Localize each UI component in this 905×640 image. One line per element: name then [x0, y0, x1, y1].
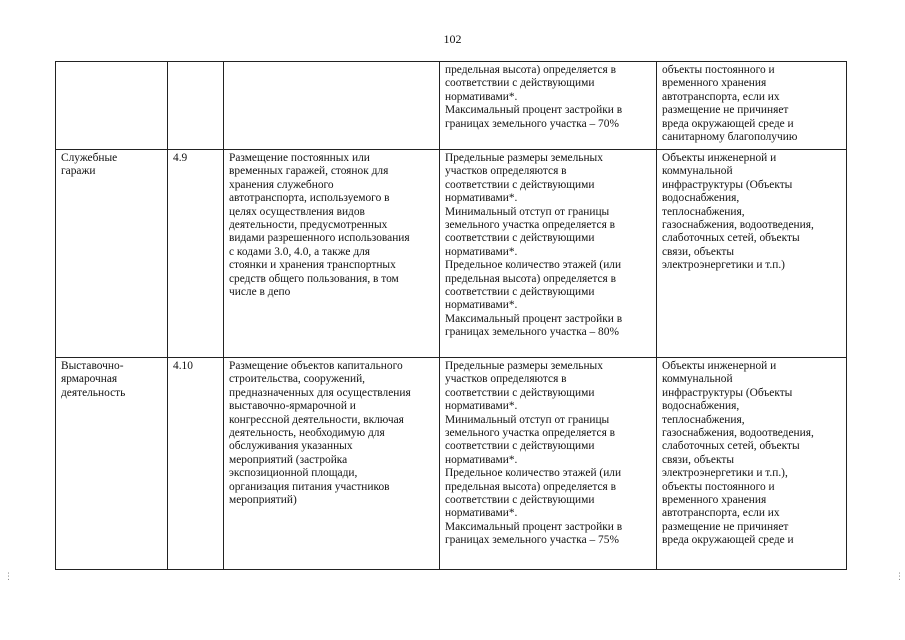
zoning-table [55, 61, 847, 570]
cell-text-line: Объекты инженерной и [662, 152, 777, 164]
use-name-cell [56, 150, 168, 358]
cell-text-line: 4.10 [173, 360, 193, 372]
cell-text-line: нормативами*. [445, 400, 518, 413]
cell-text-line: деятельность [61, 386, 126, 399]
cell-text-line: Размещение постоянных или [229, 152, 370, 164]
cell-text-line: нормативами*. [445, 507, 518, 520]
cell-text-line: соответствии с действующими [445, 386, 595, 399]
cell-text-line: участков определяются в [445, 165, 567, 178]
use-code-cell [168, 62, 224, 150]
cell-text-line: мероприятий) [229, 494, 297, 507]
cell-text-line: автотранспорта, если их [662, 90, 780, 103]
cell-text-line: видами разрешенного использования [229, 232, 410, 245]
cell-text-line: теплоснабжения, [662, 205, 745, 218]
cell-text-line: санитарному благополучию [662, 131, 798, 144]
cell-text-line: конгрессной деятельности, включая [229, 413, 404, 426]
parameters-cell [440, 62, 657, 150]
cell-text-line: обслуживания указанных [229, 440, 353, 453]
cell-text-line: слаботочных сетей, объекты [662, 440, 800, 453]
cell-text-line: Минимальный отступ от границы [445, 413, 610, 426]
cell-text-line: автотранспорта, используемого в [229, 192, 390, 205]
cell-text-line: размещение не причиняет [662, 520, 789, 533]
scan-edge-mark-left: ⋮ [4, 572, 13, 582]
cell-text-line: участков определяются в [445, 373, 567, 386]
scan-edge-mark-right: ⋮ [895, 572, 904, 582]
parameters-cell [440, 150, 657, 358]
cell-text-line: соответствии с действующими [445, 232, 595, 245]
cell-text-line: связи, объекты [662, 453, 734, 466]
cell-text-line: Служебные [61, 152, 118, 164]
cell-text-line: земельного участка определяется в [445, 219, 616, 232]
table-row [56, 62, 847, 150]
cell-text-line: стоянки и хранения транспортных [229, 259, 396, 272]
use-name-cell [56, 62, 168, 150]
cell-text-line: земельного участка определяется в [445, 427, 616, 440]
cell-text-line: нормативами*. [445, 453, 518, 466]
cell-text-line: предназначенных для осуществления [229, 386, 411, 399]
cell-text-line: связи, объекты [662, 245, 734, 258]
cell-text-line: границах земельного участка – 70% [445, 117, 619, 130]
cell-text-line: электроэнергетики и т.п.), [662, 467, 788, 480]
cell-text-line: водоснабжения, [662, 400, 740, 413]
cell-text-line: водоснабжения, [662, 192, 740, 205]
cell-text-line: коммунальной [662, 165, 733, 178]
cell-text-line: хранения служебного [229, 178, 334, 191]
cell-text-line: теплоснабжения, [662, 413, 745, 426]
cell-text-line: ярмарочная [61, 373, 118, 386]
cell-text-line: Предельные размеры земельных [445, 152, 603, 164]
cell-text-line: соответствии с действующими [445, 440, 595, 453]
cell-text-line: 4.9 [173, 152, 188, 164]
cell-text-line: границах земельного участка – 75% [445, 534, 619, 547]
cell-text-line: целях осуществления видов [229, 205, 365, 218]
cell-text-line: мероприятий (застройка [229, 453, 348, 466]
auxiliary-uses-cell [657, 358, 847, 570]
cell-text-line: размещение не причиняет [662, 104, 789, 117]
cell-text-line: организация питания участников [229, 480, 390, 493]
table-row [56, 358, 847, 570]
cell-text-line: инфраструктуры (Объекты [662, 386, 793, 399]
cell-text-line: Максимальный процент застройки в [445, 312, 623, 325]
cell-text-line: временного хранения [662, 494, 767, 507]
cell-text-line: границах земельного участка – 80% [445, 326, 619, 339]
cell-text-line: Предельное количество этажей (или [445, 259, 622, 272]
auxiliary-uses-cell [657, 62, 847, 150]
cell-text-line: нормативами*. [445, 245, 518, 258]
cell-text-line: временного хранения [662, 77, 767, 90]
cell-text-line: нормативами*. [445, 192, 518, 205]
cell-text-line: деятельность, необходимую для [229, 427, 385, 440]
use-description-cell [224, 150, 440, 358]
cell-text-line: объекты постоянного и [662, 480, 775, 493]
table-row [56, 150, 847, 358]
cell-text-line: электроэнергетики и т.п.) [662, 259, 785, 272]
cell-text-line: Выставочно- [61, 360, 124, 372]
cell-text-line: предельная высота) определяется в [445, 64, 616, 76]
cell-text-line: с кодами 3.0, 4.0, а также для [229, 245, 371, 258]
cell-text-line: инфраструктуры (Объекты [662, 178, 793, 191]
use-name-cell [56, 358, 168, 570]
use-code-cell [168, 358, 224, 570]
cell-text-line: временных гаражей, стоянок для [229, 165, 389, 178]
cell-text-line: Минимальный отступ от границы [445, 205, 610, 218]
cell-text-line: вреда окружающей среде и [662, 534, 794, 547]
cell-text-line: соответствии с действующими [445, 178, 595, 191]
cell-text-line: нормативами*. [445, 90, 518, 103]
cell-text-line: Предельное количество этажей (или [445, 467, 622, 480]
cell-text-line: соответствии с действующими [445, 77, 595, 90]
cell-text-line: экспозиционной площади, [229, 467, 358, 480]
cell-text-line: соответствии с действующими [445, 286, 595, 299]
parameters-cell [440, 358, 657, 570]
cell-text-line: Размещение объектов капитального [229, 360, 403, 372]
cell-text-line: соответствии с действующими [445, 494, 595, 507]
cell-text-line: автотранспорта, если их [662, 507, 780, 520]
auxiliary-uses-cell [657, 150, 847, 358]
cell-text-line: выставочно-ярмарочной и [229, 400, 356, 413]
cell-text-line: коммунальной [662, 373, 733, 386]
cell-text-line: Предельные размеры земельных [445, 360, 603, 372]
cell-text-line: вреда окружающей среде и [662, 117, 794, 130]
use-code-cell [168, 150, 224, 358]
cell-text-line: предельная высота) определяется в [445, 272, 616, 285]
cell-text-line: средств общего пользования, в том [229, 272, 399, 285]
cell-text-line: гаражи [61, 165, 96, 178]
cell-text-line: слаботочных сетей, объекты [662, 232, 800, 245]
cell-text-line: объекты постоянного и [662, 64, 775, 76]
cell-text-line: Максимальный процент застройки в [445, 104, 623, 117]
use-description-cell [224, 62, 440, 150]
cell-text-line: предельная высота) определяется в [445, 480, 616, 493]
page-number: 102 [443, 32, 462, 46]
cell-text-line: Объекты инженерной и [662, 360, 777, 372]
cell-text-line: строительства, сооружений, [229, 373, 366, 386]
use-description-cell [224, 358, 440, 570]
cell-text-line: газоснабжения, водоотведения, [662, 219, 814, 232]
cell-text-line: деятельности, предусмотренных [229, 219, 388, 232]
cell-text-line: числе в депо [229, 286, 291, 299]
cell-text-line: газоснабжения, водоотведения, [662, 427, 814, 440]
cell-text-line: нормативами*. [445, 299, 518, 312]
cell-text-line: Максимальный процент застройки в [445, 520, 623, 533]
